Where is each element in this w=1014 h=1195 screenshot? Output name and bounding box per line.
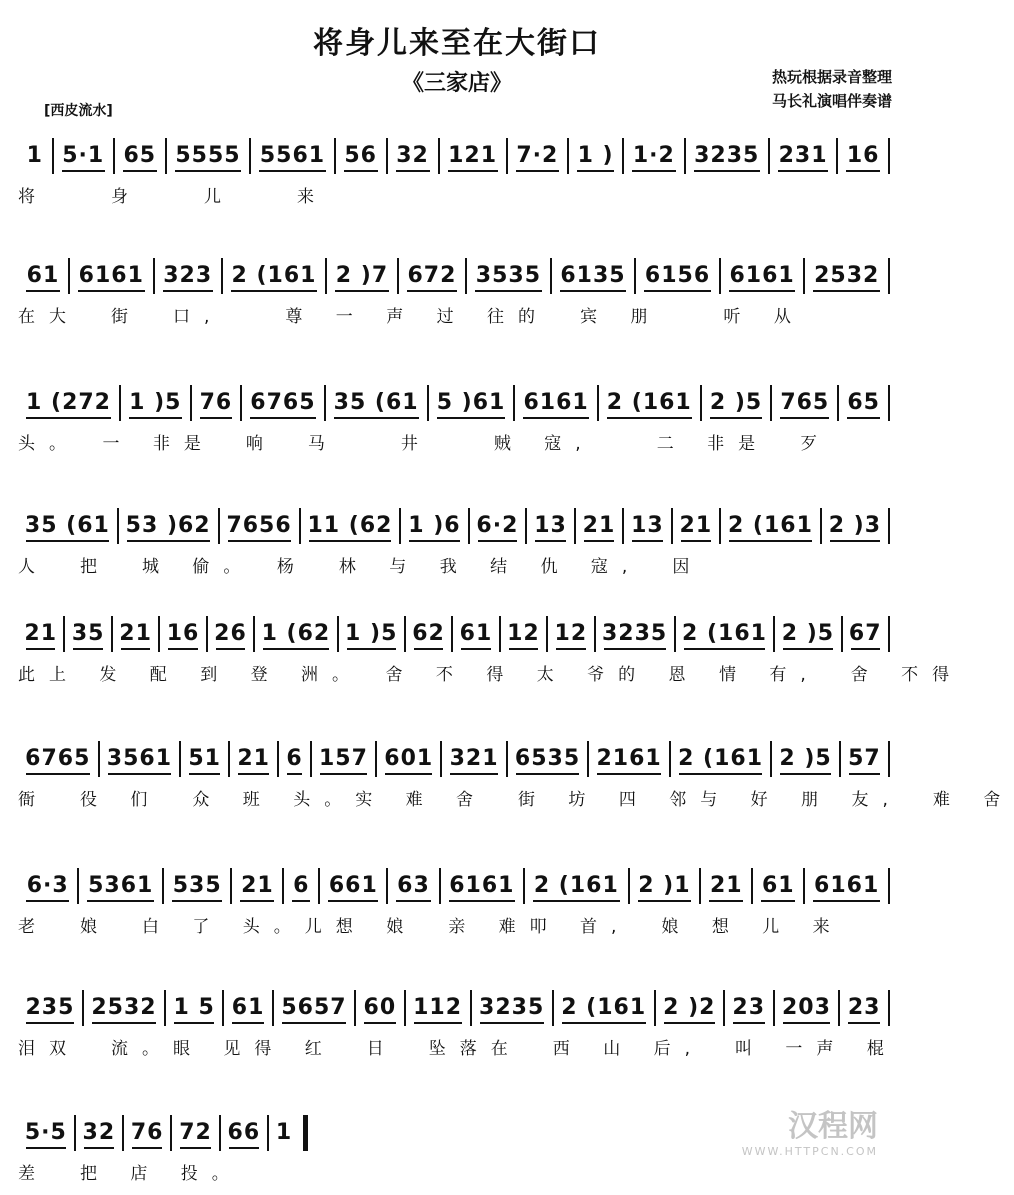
- measure: 6: [284, 868, 320, 904]
- measure: 35 (61: [18, 508, 119, 544]
- measure: 5555: [167, 138, 252, 174]
- measure: 6·3: [18, 868, 79, 904]
- lyrics-line: 将 身 儿 来: [18, 187, 328, 207]
- watermark: [742, 1101, 878, 1158]
- measure: 13: [527, 508, 575, 544]
- measure: 1 (62: [255, 616, 338, 652]
- measure: 12: [548, 616, 595, 652]
- measure: 3235: [686, 138, 771, 174]
- measure: 12: [501, 616, 548, 652]
- measure: 6765: [18, 741, 100, 777]
- measure: 16: [838, 138, 890, 174]
- measure: 61: [753, 868, 805, 904]
- measure: 5 )61: [429, 385, 516, 421]
- measure: 2 )5: [702, 385, 772, 421]
- watermark-name: 汉程网: [788, 1109, 878, 1144]
- measure: 3235: [472, 990, 554, 1026]
- measure: 112: [406, 990, 472, 1026]
- measure: 1 (272: [18, 385, 121, 421]
- score-row: [18, 616, 964, 696]
- measure: 61: [18, 258, 70, 294]
- notes-line: [18, 385, 890, 421]
- measure: 53 )62: [119, 508, 220, 544]
- measure: 2 )7: [327, 258, 399, 294]
- measure: 32: [388, 138, 440, 174]
- watermark-url: WWW.HTTPCN.COM: [741, 1145, 878, 1158]
- measure: 6161: [70, 258, 155, 294]
- score-row: [18, 741, 1014, 821]
- measure: 2 )5: [772, 741, 841, 777]
- measure: 157: [312, 741, 377, 777]
- lyrics-line: 在大 街 口, 尊 一 声 过 往的 宾 朋 听 从: [18, 307, 805, 327]
- measure: 5657: [274, 990, 356, 1026]
- measure: 1 )5: [121, 385, 191, 421]
- measure: 61: [453, 616, 500, 652]
- measure: 56: [336, 138, 388, 174]
- measure: 2 (161: [554, 990, 656, 1026]
- measure: 5561: [251, 138, 336, 174]
- measure: 76: [192, 385, 243, 421]
- credit-arranger: 热玩根据录音整理: [771, 68, 892, 86]
- measure: 32: [76, 1115, 124, 1151]
- measure: 35 (61: [326, 385, 429, 421]
- measure: 2 )2: [656, 990, 725, 1026]
- song-title: 将身儿来至在大街口: [313, 26, 601, 61]
- measure: 6161: [515, 385, 598, 421]
- lyrics-line: 头。 一 非是 响 马 井 贼 寇, 二 非是 歹: [18, 434, 832, 454]
- measure: 6135: [552, 258, 637, 294]
- measure: 3235: [596, 616, 676, 652]
- measure: 3535: [467, 258, 552, 294]
- measure: 2 (161: [676, 616, 776, 652]
- measure: 21: [113, 616, 160, 652]
- score-row: [18, 990, 898, 1070]
- opera-subtitle: 《三家店》: [401, 71, 512, 96]
- measure: 1 ): [569, 138, 624, 174]
- measure: 2161: [589, 741, 671, 777]
- measure: 2 )1: [630, 868, 702, 904]
- measure: 661: [320, 868, 388, 904]
- measure: 6161: [721, 258, 806, 294]
- measure: 2 )5: [775, 616, 842, 652]
- notes-line: [18, 1115, 308, 1151]
- measure: 203: [775, 990, 841, 1026]
- measure: 1: [275, 1120, 293, 1145]
- measure: 1: [18, 138, 54, 174]
- measure: 16: [160, 616, 207, 652]
- score-row: [18, 385, 890, 465]
- measure: 2 )3: [822, 508, 890, 544]
- measure: 21: [232, 868, 284, 904]
- notes-line: [18, 138, 890, 174]
- measure: 235: [18, 990, 84, 1026]
- measure: 2532: [84, 990, 166, 1026]
- measure: 66: [221, 1115, 269, 1151]
- measure: 6161: [441, 868, 526, 904]
- measure: 6535: [508, 741, 590, 777]
- measure: 67: [843, 616, 890, 652]
- measure: 5361: [79, 868, 164, 904]
- measure: 2 (161: [671, 741, 772, 777]
- notes-line: [18, 868, 890, 904]
- measure: 1 )5: [339, 616, 406, 652]
- measure: 21: [230, 741, 279, 777]
- measure: 65: [115, 138, 167, 174]
- credit-performer: 马长礼演唱伴奏谱: [771, 92, 892, 110]
- measure: 13: [624, 508, 672, 544]
- measure: 2 (161: [525, 868, 629, 904]
- notes-line: [18, 258, 890, 294]
- notes-line: [18, 616, 890, 652]
- measure: 1 5: [166, 990, 224, 1026]
- measure: 72: [172, 1115, 220, 1151]
- measure: 535: [164, 868, 232, 904]
- score-row: [18, 258, 890, 338]
- measure: 35: [65, 616, 112, 652]
- measure: 5·1: [54, 138, 115, 174]
- measure: 321: [442, 741, 507, 777]
- measure: 1 )6: [401, 508, 469, 544]
- lyrics-line: 人 把 城 偷。 杨 林 与 我 结 仇 寇, 因: [18, 557, 704, 577]
- measure: 6·2: [470, 508, 528, 544]
- measure: 76: [124, 1115, 172, 1151]
- measure: 6161: [805, 868, 890, 904]
- measure: 765: [772, 385, 839, 421]
- score-row: [18, 138, 890, 218]
- measure: 57: [841, 741, 890, 777]
- measure: 672: [399, 258, 467, 294]
- measure: 51: [181, 741, 230, 777]
- measure: 2532: [805, 258, 890, 294]
- notes-line: [18, 508, 890, 544]
- measure: 23: [725, 990, 775, 1026]
- lyrics-line: 泪双 流。眼 见得 红 日 坠落在 西 山 后, 叫 一声 棍: [18, 1039, 898, 1059]
- measure: 5·5: [18, 1115, 76, 1151]
- measure: 2 (161: [721, 508, 822, 544]
- measure: 21: [701, 868, 753, 904]
- notes-line: [18, 990, 890, 1026]
- measure: 231: [770, 138, 838, 174]
- notes-line: [18, 741, 890, 777]
- lyrics-line: 此上 发 配 到 登 洲。 舍 不 得 太 爷的 恩 情 有, 舍 不得: [18, 665, 964, 685]
- measure: 26: [208, 616, 255, 652]
- measure: 60: [356, 990, 406, 1026]
- measure: 65: [839, 385, 890, 421]
- measure: 7·2: [508, 138, 569, 174]
- measure: 6765: [242, 385, 325, 421]
- lyrics-line: 老 娘 白 了 头。儿想 娘 亲 难叩 首, 娘 想 儿 来: [18, 917, 844, 937]
- lyrics-line: 差 把 店 投。: [18, 1164, 243, 1184]
- tempo-marking: [西皮流水]: [44, 103, 113, 119]
- measure: 2 (161: [599, 385, 702, 421]
- score-row: [18, 508, 890, 588]
- measure: 62: [406, 616, 453, 652]
- measure: 23: [840, 990, 890, 1026]
- measure: 6156: [636, 258, 721, 294]
- lyrics-line: 衙 役 们 众 班 头。实 难 舍 街 坊 四 邻与 好 朋 友, 难 舍: [18, 790, 1014, 810]
- measure: 63: [388, 868, 440, 904]
- measure: 121: [440, 138, 508, 174]
- measure: 3561: [100, 741, 182, 777]
- measure: 21: [576, 508, 624, 544]
- measure: 2 (161: [223, 258, 327, 294]
- measure: 11 (62: [301, 508, 402, 544]
- measure: 6: [279, 741, 312, 777]
- final-barline: [303, 1115, 308, 1151]
- measure: 61: [224, 990, 274, 1026]
- measure: 323: [155, 258, 223, 294]
- measure: 1·2: [624, 138, 685, 174]
- measure: 21: [673, 508, 721, 544]
- score-row: [18, 868, 890, 948]
- measure: 7656: [220, 508, 301, 544]
- measure: 21: [18, 616, 65, 652]
- measure: 601: [377, 741, 442, 777]
